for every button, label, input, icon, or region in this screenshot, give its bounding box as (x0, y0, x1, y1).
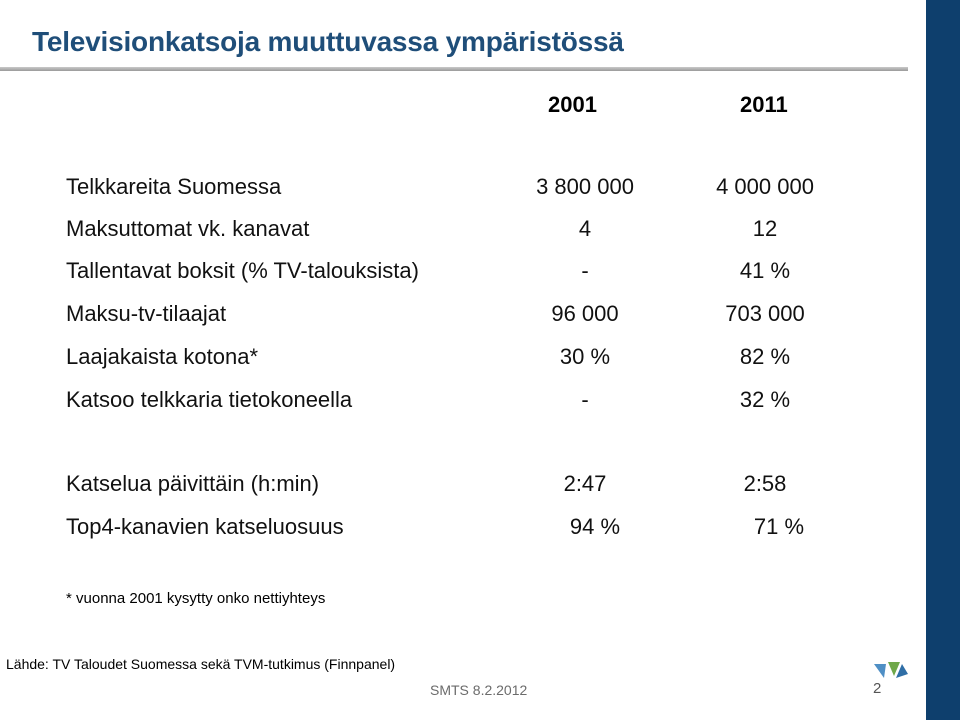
table-cell-2001: 3 800 000 (536, 174, 634, 199)
table-cell-2011: 41 % (739, 258, 791, 283)
table-row-label: Top4-kanavien katseluosuus (66, 514, 344, 539)
table-row-label: Laajakaista kotona* (66, 344, 259, 369)
page-number: 2 (873, 680, 882, 697)
table-cell-2001: 30 % (559, 344, 611, 369)
table-cell-2011: 71 % (753, 514, 805, 539)
table-row-label: Maksuttomat vk. kanavat (66, 216, 310, 241)
column-header-2001: 2001 (548, 92, 597, 117)
table-cell-2011: 82 % (739, 344, 791, 369)
table-cell-2001: - (581, 258, 589, 283)
title-divider (0, 67, 908, 71)
table-row-label: Katselua päivittäin (h:min) (66, 471, 320, 496)
right-sidebar-bar (926, 0, 960, 720)
table-cell-2001: 96 000 (551, 301, 619, 326)
table-cell-2011: 703 000 (725, 301, 805, 326)
footer-date: SMTS 8.2.2012 (430, 682, 528, 698)
table-row-label: Maksu-tv-tilaajat (66, 301, 227, 326)
footnote: * vuonna 2001 kysytty onko nettiyhteys (66, 590, 326, 607)
table-cell-2001: 94 % (569, 514, 621, 539)
table-row-label: Telkkareita Suomessa (66, 174, 282, 199)
column-header-2011: 2011 (740, 92, 788, 117)
table-cell-2001: - (581, 387, 589, 412)
table-row-label: Katsoo telkkaria tietokoneella (66, 387, 353, 412)
source-note: Lähde: TV Taloudet Suomessa sekä TVM-tutkimus (Finnpanel) (6, 656, 396, 672)
table-cell-2001: 4 (578, 216, 592, 241)
table-row-label: Tallentavat boksit (% TV-talouksista) (66, 258, 419, 283)
table-cell-2011: 32 % (739, 387, 791, 412)
table-cell-2011: 2:58 (743, 471, 787, 496)
slide-title: Televisionkatsoja muuttuvassa ympäristössä (32, 26, 624, 57)
table-cell-2011: 4 000 000 (716, 174, 814, 199)
table-cell-2011: 12 (752, 216, 778, 241)
table-cell-2001: 2:47 (563, 471, 607, 496)
